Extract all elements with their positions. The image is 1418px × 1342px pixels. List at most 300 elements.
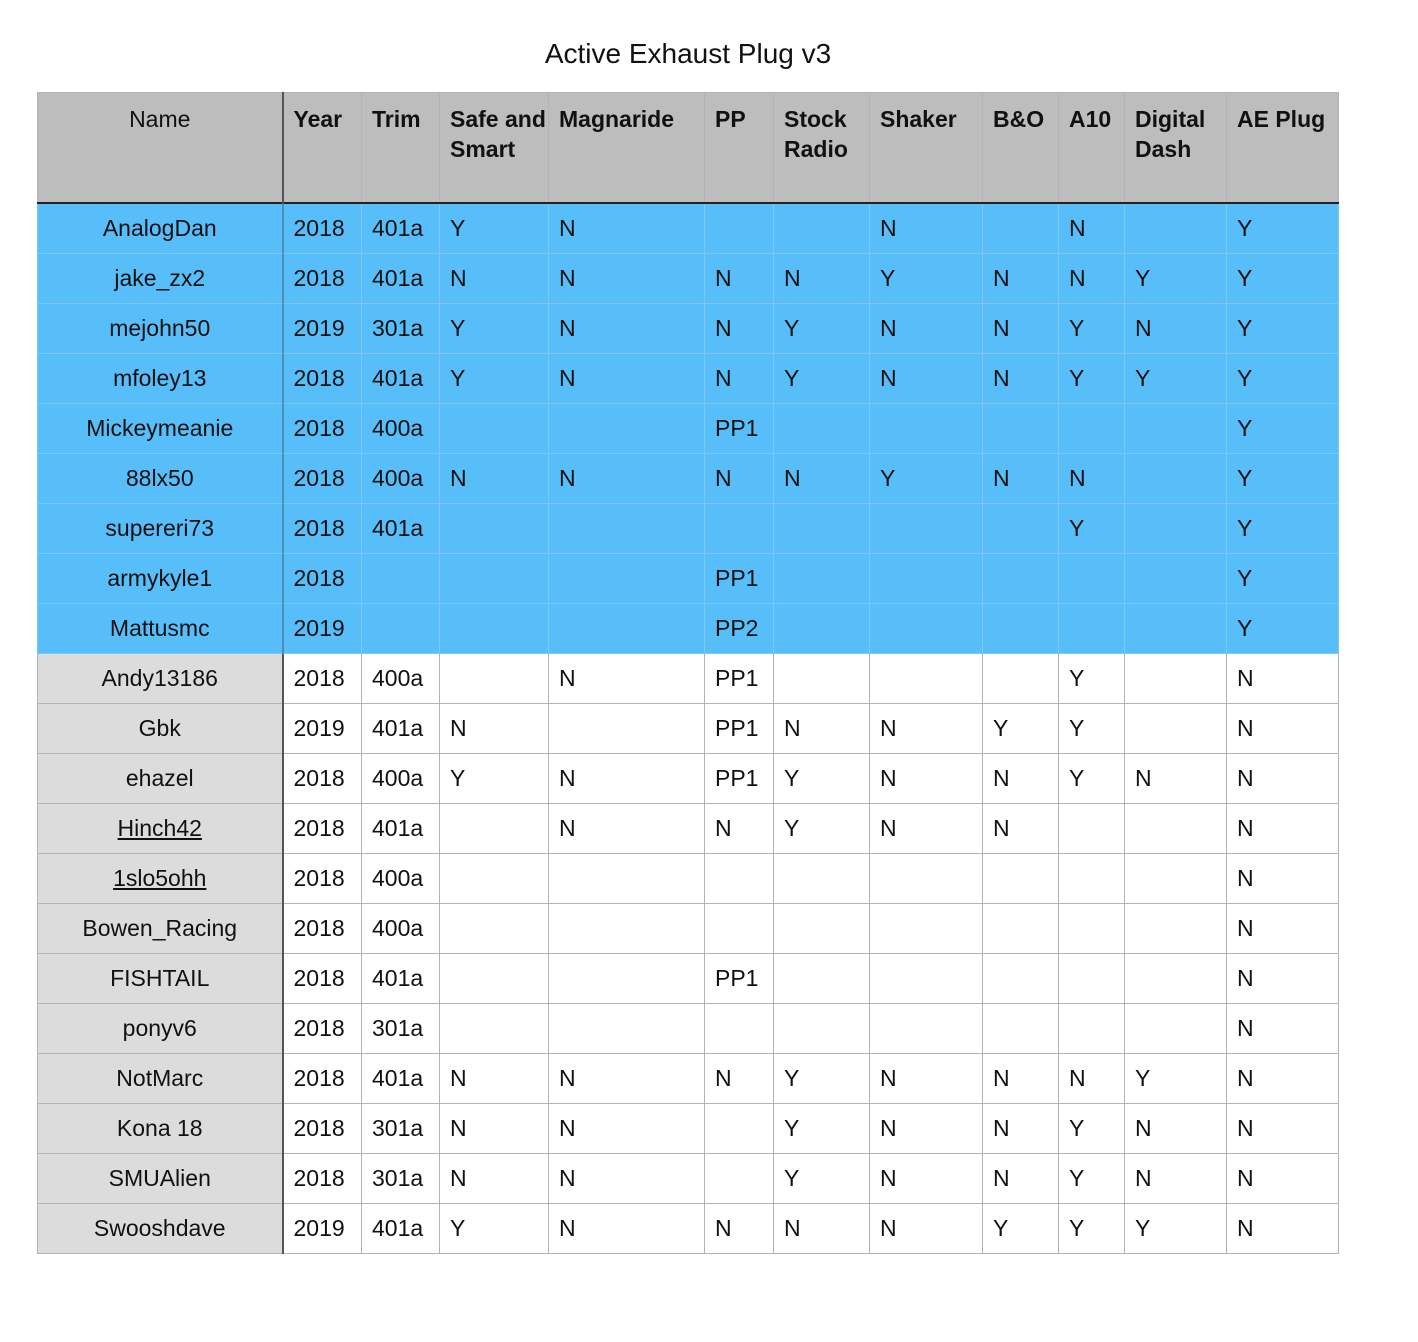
table-row [38,804,1339,854]
table-cell: 2018 [283,254,362,304]
table-cell [774,554,870,604]
table-cell: N [870,203,983,254]
column-header: Trim [362,93,440,204]
column-header: Magnaride [549,93,705,204]
name-cell [38,504,283,554]
column-header: AE Plug [1227,93,1339,204]
table-cell: 2018 [283,1104,362,1154]
table-cell: N [1125,304,1227,354]
table-cell [983,854,1059,904]
table-cell: 2018 [283,1004,362,1054]
table-row [38,1104,1339,1154]
table-cell: N [549,454,705,504]
table-cell: N [1125,754,1227,804]
table-cell: N [870,704,983,754]
user-name: jake_zx2 [114,265,206,291]
table-cell: Y [1059,754,1125,804]
table-cell: N [1227,1154,1339,1204]
column-header: B&O [983,93,1059,204]
table-cell: Y [440,754,549,804]
user-name: FISHTAIL [110,965,210,991]
table-cell [983,404,1059,454]
table-cell: N [1059,1054,1125,1104]
table-cell: N [705,1204,774,1254]
table-cell: 2018 [283,354,362,404]
table-cell [1125,804,1227,854]
page-title: Active Exhaust Plug v3 [544,38,832,69]
table-cell: Y [1125,254,1227,304]
table-cell: N [549,804,705,854]
table-cell [549,604,705,654]
user-name: SMUAlien [108,1165,211,1191]
table-cell: N [870,1154,983,1204]
table-row [38,1154,1339,1204]
table-cell [1125,654,1227,704]
table-cell [440,604,549,654]
table-cell: N [1227,704,1339,754]
table-cell [870,554,983,604]
table-cell [705,1154,774,1204]
table-cell: 400a [362,454,440,504]
table-cell: PP1 [705,554,774,604]
table-cell: N [1227,754,1339,804]
user-name: Andy13186 [101,665,218,691]
table-cell: N [705,304,774,354]
table-cell: Y [983,704,1059,754]
table-cell: N [870,754,983,804]
table-cell [1125,604,1227,654]
name-cell [38,1004,283,1054]
table-cell [774,904,870,954]
table-row-highlighted [38,203,1339,254]
name-cell [38,1054,283,1104]
table-cell: N [1125,1104,1227,1154]
table-row-highlighted [38,504,1339,554]
table-cell [983,954,1059,1004]
table-cell: N [1227,1004,1339,1054]
table-cell: Y [1227,454,1339,504]
table-cell [870,904,983,954]
table-cell [1059,804,1125,854]
table-cell: Y [774,804,870,854]
table-cell [983,554,1059,604]
table-cell [440,504,549,554]
table-cell: N [1227,1104,1339,1154]
table-cell [774,203,870,254]
user-name: AnalogDan [102,215,217,241]
table-cell [870,504,983,554]
user-name: Mickeymeanie [86,415,234,441]
table-cell: 2018 [283,454,362,504]
table-cell [870,854,983,904]
table-cell: N [549,254,705,304]
table-cell: Y [440,354,549,404]
name-cell [38,904,283,954]
column-header: Stock Radio [774,93,870,204]
table-cell: N [983,1054,1059,1104]
table-cell: Y [1227,504,1339,554]
table-cell: N [549,1204,705,1254]
table-cell: N [983,754,1059,804]
table-cell: N [705,254,774,304]
column-header: Safe and Smart [440,93,549,204]
table-cell: N [983,304,1059,354]
table-cell: 301a [362,1004,440,1054]
name-cell [38,454,283,504]
table-cell: 2018 [283,954,362,1004]
table-cell: N [440,454,549,504]
table-cell: Y [1227,604,1339,654]
table-cell [870,1004,983,1054]
table-cell [1059,904,1125,954]
table-cell [774,604,870,654]
table-cell: Y [774,354,870,404]
table-cell [774,654,870,704]
table-cell [440,954,549,1004]
table-cell: N [705,804,774,854]
table-cell: N [1227,954,1339,1004]
table-cell: N [549,354,705,404]
table-cell: N [1059,254,1125,304]
table-cell: Y [774,754,870,804]
table-cell [1125,404,1227,454]
table-cell: 401a [362,804,440,854]
table-cell [774,504,870,554]
table-cell: Y [1227,203,1339,254]
table-cell [1125,504,1227,554]
table-cell [440,804,549,854]
name-cell [38,1104,283,1154]
table-cell: Y [774,1104,870,1154]
table-cell: N [870,304,983,354]
table-cell: N [549,1104,705,1154]
table-cell: 2018 [283,203,362,254]
table-cell: N [983,804,1059,854]
table-cell: N [870,1054,983,1104]
column-header: Year [283,93,362,204]
table-cell: N [870,1204,983,1254]
table-cell: PP1 [705,654,774,704]
column-header: PP [705,93,774,204]
table-cell [705,904,774,954]
table-cell: N [774,1204,870,1254]
table-cell [705,1004,774,1054]
name-cell [38,1204,283,1254]
name-cell [38,854,283,904]
table-cell: 2018 [283,1054,362,1104]
table-cell [705,203,774,254]
table-cell: 301a [362,304,440,354]
table-cell: 2018 [283,854,362,904]
table-cell: 2018 [283,504,362,554]
table-row-highlighted [38,554,1339,604]
table-cell: N [1125,1154,1227,1204]
table-cell: N [774,454,870,504]
table-row [38,1004,1339,1054]
table-row [38,704,1339,754]
table-cell: Y [1059,704,1125,754]
table-cell [549,554,705,604]
table-cell [1125,704,1227,754]
table-cell: Y [1227,354,1339,404]
column-header: A10 [1059,93,1125,204]
user-name: 88lx50 [125,465,194,491]
table-cell: Y [440,304,549,354]
table-row [38,854,1339,904]
table-cell: N [440,1154,549,1204]
table-cell: N [440,1054,549,1104]
table-cell: N [440,1104,549,1154]
table-cell [1125,904,1227,954]
table-cell: PP1 [705,404,774,454]
table-cell: N [1227,854,1339,904]
user-name: Kona 18 [116,1115,203,1141]
table-cell: 2018 [283,904,362,954]
table-cell: Y [1227,554,1339,604]
table-cell: Y [1227,404,1339,454]
table-cell: 401a [362,504,440,554]
table-cell: Y [440,1204,549,1254]
user-name: Swooshdave [93,1215,226,1241]
table-cell [705,854,774,904]
name-cell [38,354,283,404]
table-cell: N [549,654,705,704]
table-cell: N [983,254,1059,304]
table-cell [705,1104,774,1154]
table-cell [1125,1004,1227,1054]
table-cell [1059,1004,1125,1054]
name-cell [38,254,283,304]
data-table [37,92,1339,1254]
table-cell: PP1 [705,954,774,1004]
table-row-highlighted [38,254,1339,304]
table-cell [983,654,1059,704]
name-cell [38,203,283,254]
table-cell: Y [1059,654,1125,704]
table-cell: 401a [362,1054,440,1104]
table-cell: PP2 [705,604,774,654]
table-cell: 2019 [283,1204,362,1254]
table-cell: N [440,704,549,754]
table-cell: Y [1059,354,1125,404]
table-cell: N [983,1154,1059,1204]
table-cell [362,604,440,654]
table-cell [1125,454,1227,504]
table-cell [549,704,705,754]
name-cell [38,654,283,704]
name-cell [38,704,283,754]
user-name: NotMarc [116,1065,204,1091]
table-cell: N [440,254,549,304]
table-cell [549,404,705,454]
table-cell [774,954,870,1004]
table-cell [440,404,549,454]
user-name: Gbk [138,715,181,741]
table-cell: Y [1059,304,1125,354]
table-cell: N [549,203,705,254]
table-cell: 2018 [283,654,362,704]
table-cell: N [1059,454,1125,504]
table-cell: N [983,1104,1059,1154]
table-cell [1125,554,1227,604]
table-cell: N [1227,1054,1339,1104]
table-cell [1059,554,1125,604]
table-cell: Y [983,1204,1059,1254]
table-cell: Y [1125,354,1227,404]
table-cell: 401a [362,704,440,754]
table-cell: 2018 [283,554,362,604]
table-cell: N [1227,904,1339,954]
name-cell [38,954,283,1004]
table-row [38,904,1339,954]
table-cell [774,854,870,904]
table-cell: 400a [362,854,440,904]
table-cell: 400a [362,904,440,954]
table-cell: N [705,354,774,404]
table-row-highlighted [38,404,1339,454]
table-cell: 400a [362,404,440,454]
table-cell: 401a [362,1204,440,1254]
table-cell [440,854,549,904]
table-cell [549,854,705,904]
table-cell: 2018 [283,804,362,854]
user-name: mejohn50 [109,315,211,341]
name-cell [38,554,283,604]
table-cell: 400a [362,754,440,804]
table-cell [1125,203,1227,254]
table-row-highlighted [38,604,1339,654]
table-cell [983,904,1059,954]
table-cell: N [1227,804,1339,854]
user-name: ponyv6 [122,1015,197,1041]
table-row [38,1204,1339,1254]
table-row [38,754,1339,804]
table-cell [549,954,705,1004]
table-cell: 401a [362,254,440,304]
table-cell [870,604,983,654]
table-cell: 301a [362,1154,440,1204]
name-cell [38,604,283,654]
table-cell: Y [870,454,983,504]
user-name: armykyle1 [107,565,213,591]
table-cell: Y [1125,1204,1227,1254]
table-cell: 401a [362,354,440,404]
table-row [38,954,1339,1004]
column-header: Name [38,93,283,204]
table-cell: 2018 [283,404,362,454]
table-cell: 401a [362,203,440,254]
table-cell: Y [774,304,870,354]
table-cell: Y [774,1154,870,1204]
table-cell [1059,604,1125,654]
user-name: 1slo5ohh [113,865,207,891]
table-header [38,93,1339,204]
user-name: supereri73 [105,515,215,541]
table-cell: N [870,804,983,854]
table-cell: 301a [362,1104,440,1154]
table-row [38,654,1339,704]
table-cell: N [705,454,774,504]
table-row-highlighted [38,354,1339,404]
table-cell: 2019 [283,304,362,354]
table-cell: Y [1059,504,1125,554]
user-name: Mattusmc [109,615,210,641]
table-cell [774,404,870,454]
table-cell [705,504,774,554]
table-cell: PP1 [705,704,774,754]
table-cell: 2018 [283,1154,362,1204]
table-cell: N [870,1104,983,1154]
table-row-highlighted [38,454,1339,504]
user-name: ehazel [125,765,194,791]
table-cell: Y [1227,304,1339,354]
table-cell: Y [774,1054,870,1104]
table-cell: N [705,1054,774,1104]
table-cell [440,554,549,604]
name-cell [38,1154,283,1204]
table-cell [549,1004,705,1054]
table-cell [549,504,705,554]
table-cell [1125,954,1227,1004]
table-cell [870,404,983,454]
table-cell: N [983,454,1059,504]
table-cell: Y [870,254,983,304]
table-cell: N [983,354,1059,404]
table-cell [440,1004,549,1054]
table-cell [983,203,1059,254]
table-cell: 2019 [283,704,362,754]
table-cell: 400a [362,654,440,704]
table-cell: N [1059,203,1125,254]
table-cell: N [870,354,983,404]
user-name: mfoley13 [113,365,207,391]
table-cell [870,954,983,1004]
name-cell [38,754,283,804]
table-cell [983,1004,1059,1054]
table-cell: N [549,304,705,354]
table-cell: N [1227,654,1339,704]
user-name: Hinch42 [117,815,202,841]
table-cell: N [1227,1204,1339,1254]
table-cell: Y [1059,1104,1125,1154]
table-cell [549,904,705,954]
name-cell [38,404,283,454]
table-cell: N [774,254,870,304]
column-header: Digital Dash [1125,93,1227,204]
name-cell [38,304,283,354]
table-cell: Y [440,203,549,254]
table-cell: Y [1125,1054,1227,1104]
user-name: Bowen_Racing [82,915,238,941]
table-cell: 401a [362,954,440,1004]
column-header: Shaker [870,93,983,204]
table-cell [440,904,549,954]
name-cell [38,804,283,854]
table-cell: N [549,1054,705,1104]
table-cell [1059,854,1125,904]
table-cell [362,554,440,604]
table-row-highlighted [38,304,1339,354]
table-body [38,203,1339,1254]
table-cell: N [549,754,705,804]
table-cell: Y [1059,1204,1125,1254]
table-cell [440,654,549,704]
table-cell [1059,954,1125,1004]
table-cell: N [549,1154,705,1204]
table-cell: Y [1059,1154,1125,1204]
table-cell: Y [1227,254,1339,304]
table-cell [1125,854,1227,904]
